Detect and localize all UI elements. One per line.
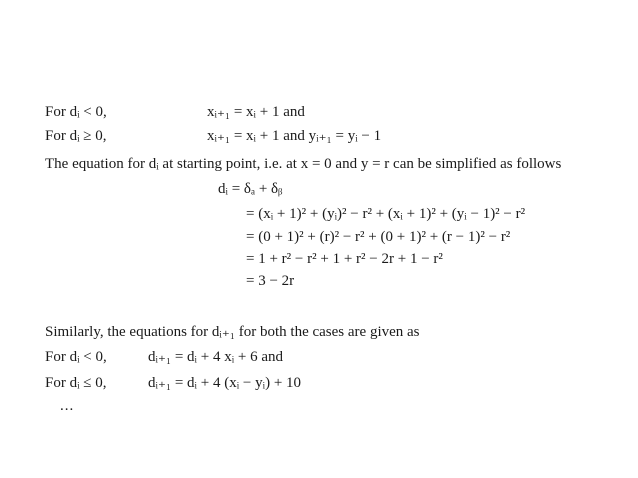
condition-2-label: For dᵢ ≥ 0, bbox=[45, 128, 107, 144]
case-2-label: For dᵢ ≤ 0, bbox=[45, 375, 107, 391]
condition-2-update: xᵢ₊₁ = xᵢ + 1 and yᵢ₊₁ = yᵢ − 1 bbox=[207, 128, 382, 144]
truncated-text: ... bbox=[60, 402, 75, 410]
intro-sentence: The equation for dᵢ at starting point, i.e. at x = 0 and y = r can be simplified as follows bbox=[45, 156, 562, 172]
derivation-line-2: = (xᵢ + 1)² + (yᵢ)² − r² + (xᵢ + 1)² + (yᵢ − 1)² − r² bbox=[246, 206, 526, 222]
case-1-equation: dᵢ₊₁ = dᵢ + 4 xᵢ + 6 and bbox=[148, 349, 284, 365]
derivation-line-1: dᵢ = δₐ + δᵦ bbox=[218, 181, 283, 197]
similarly-sentence: Similarly, the equations for dᵢ₊₁ for both the cases are given as bbox=[45, 324, 420, 340]
case-1-label: For dᵢ < 0, bbox=[45, 349, 107, 365]
condition-1-update: xᵢ₊₁ = xᵢ + 1 and bbox=[207, 104, 305, 120]
derivation-line-5: = 3 − 2r bbox=[246, 273, 295, 289]
derivation-line-3: = (0 + 1)² + (r)² − r² + (0 + 1)² + (r − 1)² − r² bbox=[246, 229, 511, 245]
case-2-equation: dᵢ₊₁ = dᵢ + 4 (xᵢ − yᵢ) + 10 bbox=[148, 375, 302, 391]
derivation-line-4: = 1 + r² − r² + 1 + r² − 2r + 1 − r² bbox=[246, 251, 443, 267]
condition-1-label: For dᵢ < 0, bbox=[45, 104, 107, 120]
